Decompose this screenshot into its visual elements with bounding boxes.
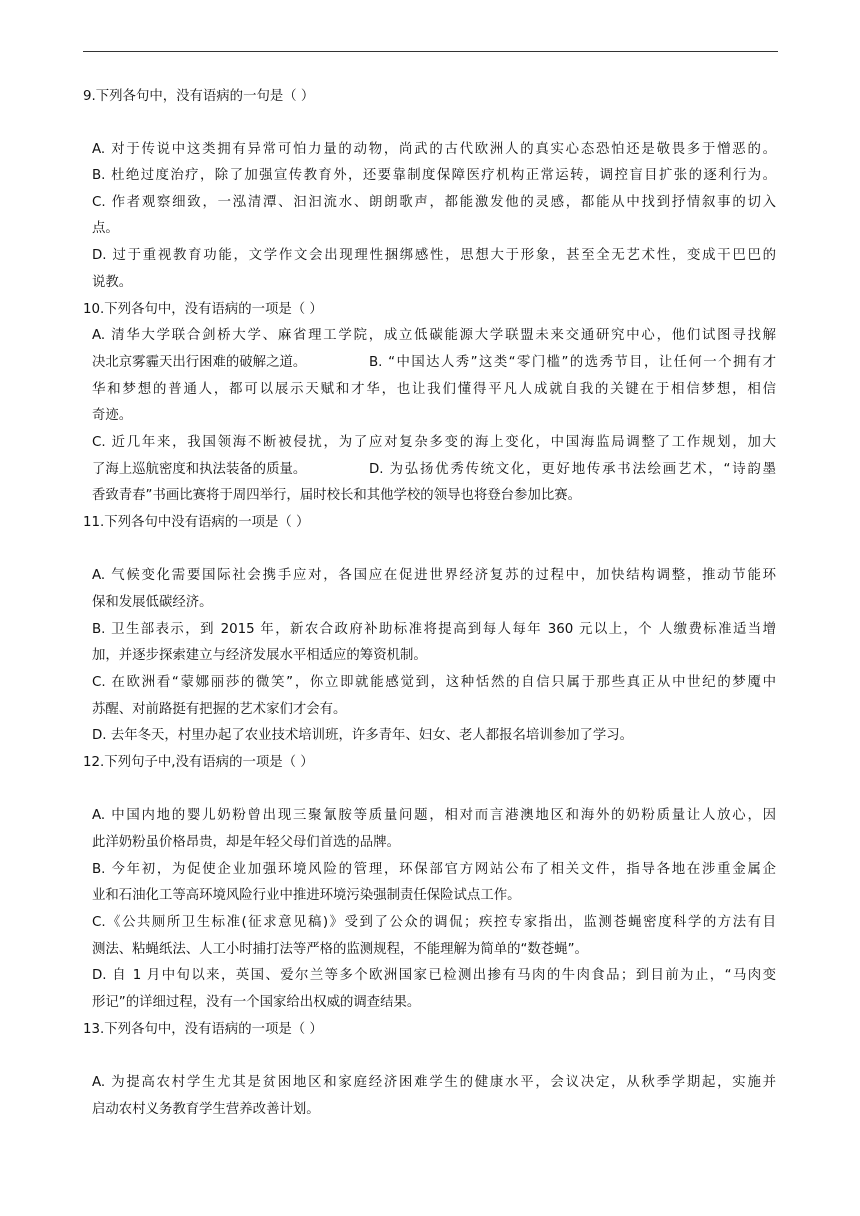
- question-10-option-a-cont: 决北京雾霾天出行困难的破解之道。: [92, 355, 307, 370]
- question-13-option-a-cont: 启动农村义务教育学生营养改善计划。: [92, 1102, 320, 1117]
- question-12-option-d: D. 自 1 月中旬以来，英国、爱尔兰等多个欧洲国家已检测出掺有马肉的牛肉食品；到目前为止，“马肉变: [92, 968, 776, 983]
- question-10-option-b-cont2: 奇迹。: [92, 408, 133, 423]
- question-12-option-b: B. 今年初，为促使企业加强环境风险的管理，环保部官方网站公布了相关文件，指导各地在涉重金属企: [92, 862, 776, 877]
- question-9-option-c-cont: 点。: [92, 221, 119, 236]
- question-11-stem: 11.下列各句中没有语病的一项是（ ）: [83, 515, 310, 530]
- question-11-option-b-cont: 加，并逐步探索建立与经济发展水平相适应的筹资机制。: [92, 648, 427, 663]
- question-9-option-a: A. 对于传说中这类拥有异常可怕力量的动物，尚武的古代欧洲人的真实心态恐怕还是敬畏多于憎恶的。: [92, 142, 776, 157]
- question-12-stem: 12.下列句子中,没有语病的一项是（ ）: [83, 755, 314, 770]
- question-9-option-b: B. 杜绝过度治疗，除了加强宣传教育外，还要靠制度保障医疗机构正常运转，调控盲目扩张的逐利行为。: [92, 168, 776, 183]
- question-9-option-d-cont: 说教。: [92, 275, 133, 290]
- question-13-stem: 13.下列各句中，没有语病的一项是（ ）: [83, 1022, 323, 1037]
- question-10-option-b: B. “中国达人秀”这类“零门槛”的选秀节目，让任何一个拥有才: [369, 355, 776, 370]
- question-11-option-b: B. 卫生部表示，到 2015 年，新农合政府补助标准将提高到每人每年 360 元以上，个 人缴费标准适当增: [92, 622, 776, 637]
- question-10-option-d: D. 为弘扬优秀传统文化，更好地传承书法绘画艺术，“诗韵墨: [369, 462, 776, 477]
- question-13-option-a: A. 为提高农村学生尤其是贫困地区和家庭经济困难学生的健康水平，会议决定，从秋季学期起，实施并: [92, 1075, 776, 1090]
- question-10-option-a: A. 清华大学联合剑桥大学、麻省理工学院，成立低碳能源大学联盟未来交通研究中心，他们试图寻找解: [92, 328, 776, 343]
- question-11-option-d: D. 去年冬天，村里办起了农业技术培训班，许多青年、妇女、老人都报名培训参加了学习。: [92, 728, 634, 743]
- question-9-option-c: C. 作者观察细致，一泓清潭、汩汩流水、朗朗歌声，都能激发他的灵感，都能从中找到抒情叙事的切入: [92, 195, 776, 210]
- question-9-option-d: D. 过于重视教育功能，文学作文会出现理性捆绑感性，思想大于形象，甚至全无艺术性，变成干巴巴的: [92, 248, 776, 263]
- header-rule: [83, 51, 778, 52]
- question-12-option-a-cont: 此洋奶粉虽价格昂贵，却是年轻父母们首选的品牌。: [92, 835, 400, 850]
- question-11-option-a: A. 气候变化需要国际社会携手应对，各国应在促进世界经济复苏的过程中，加快结构调整，推动节能环: [92, 568, 776, 583]
- question-10-option-d-cont: 香致青春”书画比赛将于周四举行，届时校长和其他学校的领导也将登台参加比赛。: [92, 488, 581, 503]
- question-11-option-c: C. 在欧洲看“蒙娜丽莎的微笑”，你立即就能感觉到，这种恬然的自信只属于那些真正从中世纪的梦魇中: [92, 675, 776, 690]
- question-11-option-a-cont: 保和发展低碳经济。: [92, 595, 213, 610]
- question-10-option-b-cont: 华和梦想的普通人，都可以展示天赋和才华，也让我们懂得平凡人成就自我的关键在于相信梦想，相信: [92, 382, 776, 397]
- question-9-stem: 9.下列各句中，没有语病的一句是（ ）: [83, 89, 315, 104]
- question-10-option-c: C. 近几年来，我国领海不断被侵扰，为了应对复杂多变的海上变化，中国海监局调整了工作规划，加大: [92, 435, 776, 450]
- question-10-stem: 10.下列各句中，没有语病的一项是（ ）: [83, 302, 323, 317]
- question-12-option-b-cont: 业和石油化工等高环境风险行业中推进环境污染强制责任保险试点工作。: [92, 888, 521, 903]
- question-12-option-a: A. 中国内地的婴儿奶粉曾出现三聚氰胺等质量问题，相对而言港澳地区和海外的奶粉质量让人放心，因: [92, 808, 776, 823]
- question-12-option-d-cont: 形记”的详细过程，没有一个国家给出权威的调查结果。: [92, 995, 421, 1010]
- question-12-option-c-cont: 测法、粘蝇纸法、人工小时捕打法等严格的监测规程，不能理解为简单的“数苍蝇”。: [92, 942, 588, 957]
- question-12-option-c: C.《公共厕所卫生标准(征求意见稿)》受到了公众的调侃；疾控专家指出，监测苍蝇密度科学的方法有目: [92, 915, 776, 930]
- question-11-option-c-cont: 苏醒、对前路挺有把握的艺术家们才会有。: [92, 702, 347, 717]
- question-10-option-c-cont: 了海上巡航密度和执法装备的质量。: [92, 462, 307, 477]
